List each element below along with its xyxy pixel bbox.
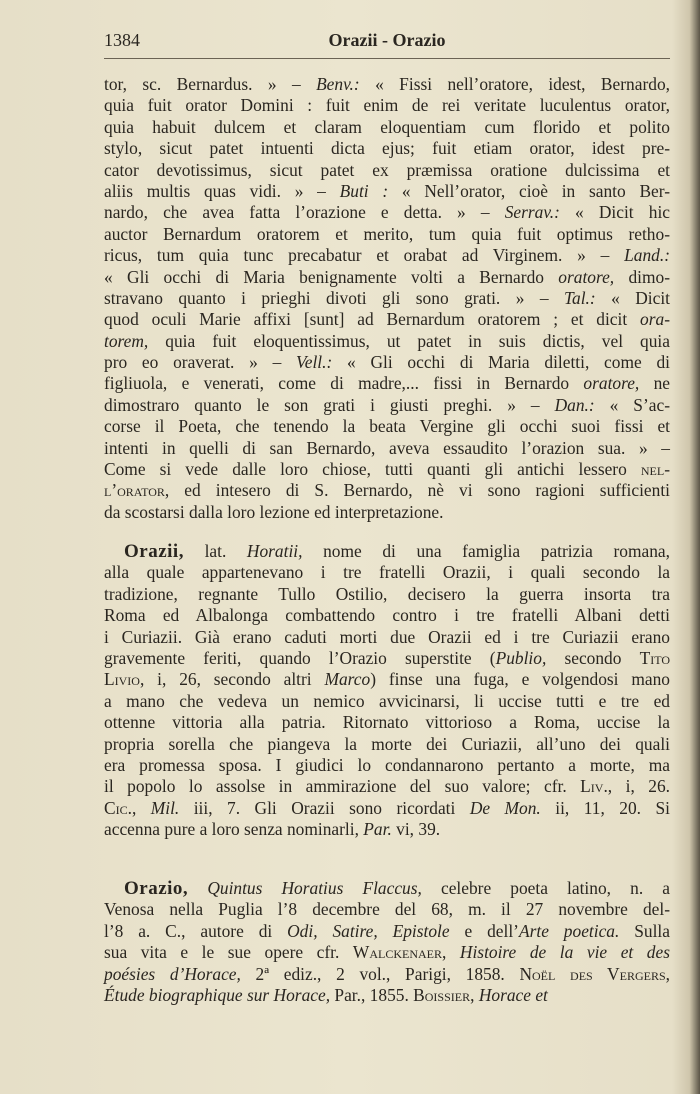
running-title: Orazii - Orazio <box>328 30 446 50</box>
text-run: nardo, che avea fatta l’orazione e detta. » – <box>104 202 505 223</box>
running-header <box>104 30 670 54</box>
text-run: gravemente feriti, quando l’Orazio superstite ( <box>104 647 496 668</box>
italic-text: oratore, <box>558 266 615 287</box>
small-caps-text: Tito <box>639 647 670 668</box>
text-run: i Curiazii. Già erano caduti morti due Orazii ed i tre Curiazii erano <box>104 626 670 647</box>
text-run: quia habuit dulcem et claram eloquentiam cum florido et polito <box>104 116 670 137</box>
text-run: ne <box>639 373 671 394</box>
text-line <box>104 734 670 755</box>
text-run: « S’ac- <box>594 394 670 415</box>
small-caps-text: l’orator <box>104 480 165 501</box>
text-line <box>104 331 670 352</box>
italic-text: Étude biographique sur Horace, <box>104 984 331 1005</box>
text-run: nome di una famiglia patrizia romana, <box>302 541 670 561</box>
text-run: cator devotissimus, sicut patet ex præmissa oratione dulcissima et <box>104 159 670 180</box>
text-line <box>104 712 670 733</box>
text-run: , ed intesero di S. Bernardo, nè vi sono ragioni sufficienti <box>164 480 670 501</box>
text-line <box>104 224 670 245</box>
text-run: « Gli occhi di Maria benignamente volti a Bernardo <box>104 266 559 287</box>
text-run: Come si vede dalle loro chiose, tutti quanti gli antichi lessero <box>104 459 641 480</box>
text-line <box>104 309 670 330</box>
italic-text: Horace et <box>478 984 548 1005</box>
text-line <box>104 502 670 523</box>
text-line <box>104 541 670 562</box>
entry-orazio <box>104 878 670 1006</box>
text-line <box>104 819 670 840</box>
italic-text: Serrav.: <box>504 202 560 223</box>
text-line <box>104 288 670 309</box>
text-run: stylo, sicut patet intuenti dicta ejus; fuit etiam orator, idest pre- <box>104 138 670 159</box>
entry-headword: Orazii, <box>124 541 184 562</box>
text-line <box>104 181 670 202</box>
small-caps-text: Walckenaer <box>352 942 442 963</box>
italic-text: Quintus Horatius Flaccus, <box>207 878 422 898</box>
text-run: « Gli occhi di Maria diletti, come di <box>332 352 670 373</box>
text-run: , <box>131 797 151 818</box>
text-run: Par., 1855. <box>330 984 414 1005</box>
text-run: aliis multis quas vidi. » – <box>104 180 340 201</box>
text-run: « Nell’orator, cioè in santo Ber- <box>388 180 670 201</box>
text-run: vi, 39. <box>391 819 441 840</box>
text-run: Venosa nella Puglia l’8 decembre del 68, m. il 27 novembre del- <box>104 899 670 920</box>
italic-text: Horatii, <box>246 541 303 561</box>
text-run <box>188 878 207 898</box>
paragraph-oratore-commentary <box>104 74 670 523</box>
text-line <box>104 584 670 605</box>
text-line <box>104 459 670 480</box>
italic-text: De Mon. <box>469 797 541 818</box>
text-run: stravano quanto i prieghi divoti gli sono grati. » – <box>104 287 564 308</box>
small-caps-text: Liv. <box>580 776 608 797</box>
text-line <box>104 798 670 819</box>
small-caps-text: Livio <box>104 669 140 690</box>
text-line <box>104 373 670 394</box>
italic-text: Vell.: <box>296 352 333 373</box>
text-line <box>104 160 670 181</box>
text-line <box>104 74 670 95</box>
text-line <box>104 921 670 942</box>
italic-text: Odi, Satire, Epistole <box>287 920 450 941</box>
text-run: l’8 a. C., autore di <box>104 920 288 941</box>
italic-text: Tal.: <box>563 287 596 308</box>
text-line <box>104 669 670 690</box>
text-line <box>104 352 670 373</box>
text-run: « Fissi nell’oratore, idest, Bernardo, <box>359 74 670 94</box>
text-run: era promessa sposa. I giudici lo condannarono pertanto a morte, ma <box>104 754 670 775</box>
text-run: tradizione, regnante Tullo Ostilio, decisero la guerra insorta tra <box>104 583 670 604</box>
text-run: intenti in quelli di san Bernardo, aveva essaudito l’orazion sua. » – <box>104 437 670 458</box>
text-run: 2ª ediz., 2 vol., Parigi, 1858. <box>240 963 520 984</box>
small-caps-text: Cic. <box>104 797 132 818</box>
text-run: ii, 11, 20. Si <box>540 797 670 818</box>
italic-text: Buti : <box>339 180 389 201</box>
text-run: da scostarsi dalla loro lezione ed interpretazione. <box>104 501 444 522</box>
text-line <box>104 480 670 501</box>
text-run: « Dicit hic <box>559 202 670 223</box>
text-run: accenna pure a loro senza nominarli, <box>104 819 364 840</box>
italic-text: torem, <box>104 330 149 351</box>
text-line <box>104 627 670 648</box>
text-run: , i, 26. <box>607 776 671 797</box>
text-run: celebre poeta latino, n. a <box>421 878 670 898</box>
text-line <box>104 899 670 920</box>
text-run: dimostraro quanto le son grati i giusti preghi. » – <box>104 394 555 415</box>
text-run: sua vita e le sue opere cfr. <box>104 942 353 963</box>
text-run: Sulla <box>619 920 670 941</box>
small-caps-text: Noël des Vergers <box>519 963 666 984</box>
italic-text: ora- <box>640 309 670 330</box>
text-run: pro eo oraverat. » – <box>104 352 297 373</box>
text-run: alla quale appartenevano i tre fratelli Orazii, i quali secondo la <box>104 562 670 583</box>
text-run: , <box>442 942 460 963</box>
text-run: ottenne vittoria alla patria. Ritornato vittorioso a Roma, uccise la <box>104 712 670 733</box>
entry-headword: Orazio, <box>124 878 189 899</box>
text-run: lat. <box>183 541 247 561</box>
text-line <box>104 691 670 712</box>
italic-text: Marco <box>324 669 371 690</box>
italic-text: Publio, <box>495 647 547 668</box>
text-line <box>104 648 670 669</box>
text-run: ) finse una fuga, e volgendosi mano <box>370 669 670 690</box>
text-run: « Dicit <box>595 287 670 308</box>
text-run: Roma ed Albalonga combattendo contro i tre fratelli Albani detti <box>104 605 670 626</box>
text-line <box>104 755 670 776</box>
text-run: quod oculi Marie affixi [sunt] ad Bernardum oratorem ; et dicit <box>104 309 641 330</box>
text-line <box>104 95 670 116</box>
text-run: ricus, tum quia tunc precabatur et orabat ad Virginem. » – <box>104 245 625 266</box>
text-line <box>104 942 670 963</box>
text-line <box>104 878 670 899</box>
page-number: 1384 <box>104 30 140 50</box>
text-run: quia fuit orator Domini : fuit enim de rei veritate luculentus orator, <box>104 95 670 116</box>
text-run: , <box>470 984 479 1005</box>
small-caps-text: nel- <box>640 459 670 480</box>
text-run: , i, 26, secondo altri <box>139 669 325 690</box>
italic-text: Histoire de la vie et des <box>459 942 670 963</box>
text-run: dimo- <box>614 266 671 287</box>
text-run: corse il Poeta, che tenendo la beata Vergine gli occhi suoi fissi et <box>104 416 670 437</box>
italic-text: Arte poetica. <box>518 920 620 941</box>
text-run: secondo <box>546 647 640 668</box>
text-line <box>104 985 670 1006</box>
text-run: auctor Bernardum oratorem et merito, tum quia fuit optimus retho- <box>104 223 670 244</box>
text-line <box>104 964 670 985</box>
small-caps-text: Boissier <box>413 984 471 1005</box>
italic-text: Par. <box>363 819 392 840</box>
header-rule <box>104 58 670 59</box>
text-run: tor, sc. Bernardus. » – <box>104 74 317 94</box>
italic-text: oratore, <box>583 373 640 394</box>
text-line <box>104 562 670 583</box>
text-line <box>104 395 670 416</box>
text-run: quia fuit eloquentissimus, ut patet in suis dictis, vel quia <box>148 330 670 351</box>
text-line <box>104 117 670 138</box>
text-run: figliuola, e venerati, come di madre,... fissi in Bernardo <box>104 373 584 394</box>
italic-text: poésies d’Horace, <box>104 963 241 984</box>
text-run: il popolo lo assolse in ammirazione del suo valore; cfr. <box>104 776 581 797</box>
text-line <box>104 438 670 459</box>
italic-text: Benv.: <box>316 74 360 94</box>
italic-text: Land.: <box>624 245 670 266</box>
text-line <box>104 776 670 797</box>
italic-text: Dan.: <box>554 394 595 415</box>
text-run: , <box>665 963 670 984</box>
text-run: a mano che vedeva un nemico avvicinarsi, li uccise tutti e tre ed <box>104 690 670 711</box>
text-line <box>104 138 670 159</box>
text-run: e dell’ <box>449 920 519 941</box>
italic-text: Mil. <box>150 797 180 818</box>
text-run: iii, 7. Gli Orazii sono ricordati <box>179 797 470 818</box>
text-line <box>104 202 670 223</box>
text-run: propria sorella che piangeva la morte dei Curiazii, all’uno dei quali <box>104 733 670 754</box>
text-line <box>104 605 670 626</box>
text-line <box>104 267 670 288</box>
entry-orazii <box>104 541 670 840</box>
text-line <box>104 245 670 266</box>
text-line <box>104 416 670 437</box>
